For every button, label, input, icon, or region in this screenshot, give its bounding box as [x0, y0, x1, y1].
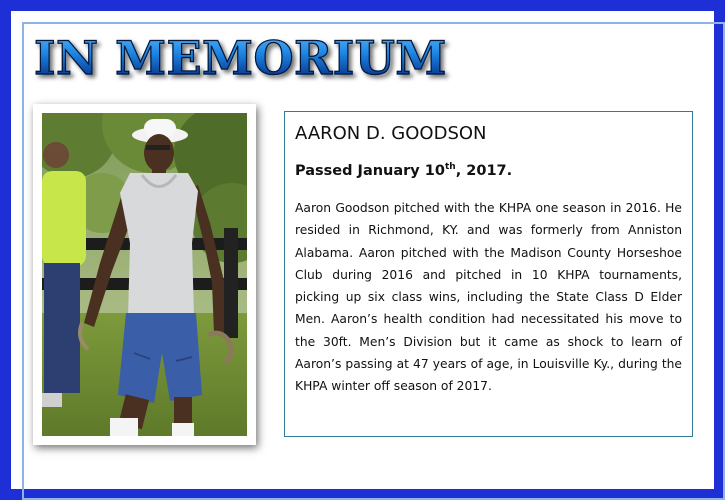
person-pitching-horseshoe-icon [42, 113, 247, 436]
passed-date [295, 161, 682, 181]
passed-date-prefix: Passed January 10 [295, 163, 445, 179]
biography-text: Aaron Goodson pitched with the KHPA one season in 2016. He resided in Richmond, KY. and was formerly from Anniston Alabama. Aaron pitched with the Madison County Horseshoe Club during 2016 and pitched in 10 KHPA tournaments, picking up six class wins, including the State Class D Elder Men. Aaron’s health condition had necessitated his move to the 30ft. Men’s Division but it came as shock to learn of Aaron’s passing at 47 years of age, in Louisville Ky., during the KHPA winter off season of 2017. [295, 201, 682, 394]
memorial-photo [42, 113, 247, 436]
person-name: AARON D. GOODSON [295, 123, 487, 144]
passed-date-suffix: , 2017. [455, 163, 513, 179]
memorial-text-box [284, 111, 693, 437]
page-title: IN MEMORIUM [34, 31, 447, 85]
photo-frame [33, 104, 256, 445]
passed-date-ordinal: th [444, 162, 456, 173]
